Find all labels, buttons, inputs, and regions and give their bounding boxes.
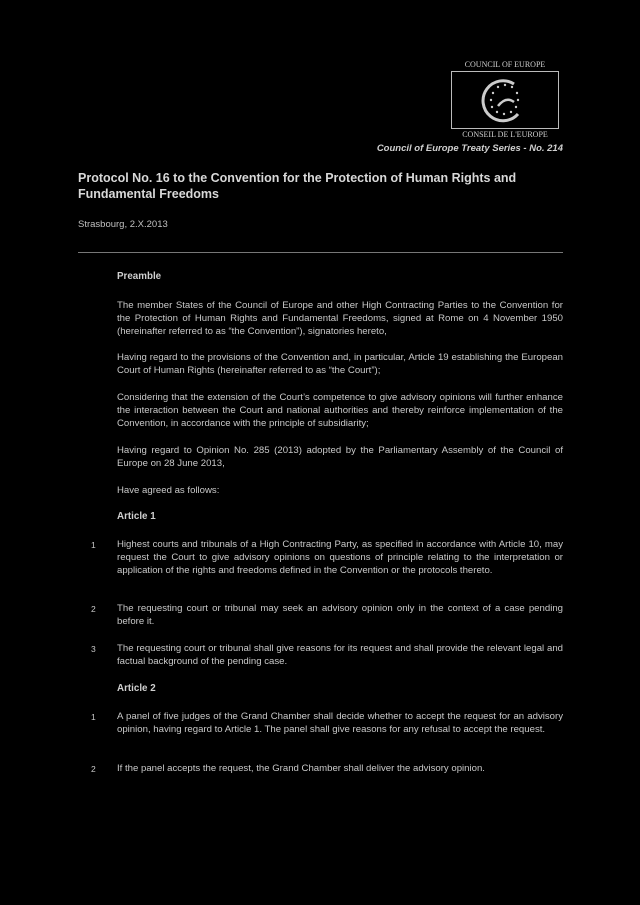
preamble-heading: Preamble xyxy=(117,271,162,282)
item-number: 1 xyxy=(91,712,96,722)
article-heading: Article 1 xyxy=(117,511,156,522)
treaty-series: Council of Europe Treaty Series - No. 214 xyxy=(376,143,563,154)
preamble-paragraph: Having regard to Opinion No. 285 (2013) adopted by the Parliamentary Assembly of the Council of Europe on 28 June 2013, xyxy=(117,445,563,469)
stars-circle-icon xyxy=(452,72,558,128)
council-of-europe-logo xyxy=(450,60,560,140)
article-item: The requesting court or tribunal shall give reasons for its request and shall provide the relevant legal and factual background of the pending case. xyxy=(117,643,563,667)
preamble-paragraph: Having regard to the provisions of the Convention and, in particular, Article 19 establishing the European Court of Human Rights (hereinafter referred to as “the Court”); xyxy=(117,352,563,376)
document-title: Protocol No. 16 to the Convention for the Protection of Human Rights and Fundamental Freedoms xyxy=(78,171,517,201)
divider xyxy=(78,252,563,253)
item-number: 3 xyxy=(91,644,96,654)
item-number: 2 xyxy=(91,604,96,614)
article-item: The requesting court or tribunal may seek an advisory opinion only in the context of a case pending before it. xyxy=(117,603,563,627)
preamble-paragraph: The member States of the Council of Europe and other High Contracting Parties to the Convention for the Protection of Human Rights and Fundamental Freedoms, signed at Rome on 4 November 1950 (hereinafter referred to as “the Convention”), signatories hereto, xyxy=(117,300,563,337)
item-number: 1 xyxy=(91,540,96,550)
item-number: 2 xyxy=(91,764,96,774)
logo-emblem xyxy=(451,71,559,129)
article-item: If the panel accepts the request, the Grand Chamber shall deliver the advisory opinion. xyxy=(117,763,485,774)
preamble-paragraph: Have agreed as follows: xyxy=(117,485,220,496)
article-item: Highest courts and tribunals of a High Contracting Party, as specified in accordance with Article 10, may request the Court to give advisory opinions on questions of principle relating to the interpretation or application of the rights and freedoms defined in the Convention or the protocols thereto. xyxy=(117,539,563,576)
place-date: Strasbourg, 2.X.2013 xyxy=(78,219,168,230)
logo-top-text: COUNCIL OF EUROPE xyxy=(464,60,546,69)
article-item: A panel of five judges of the Grand Chamber shall decide whether to accept the request for an advisory opinion, having regard to Article 1. The panel shall give reasons for any refusal to accept the request. xyxy=(117,711,563,735)
article-heading: Article 2 xyxy=(117,683,156,694)
logo-bottom-text: CONSEIL DE L'EUROPE xyxy=(462,130,548,139)
preamble-paragraph: Considering that the extension of the Court’s competence to give advisory opinions will further enhance the interaction between the Court and national authorities and thereby reinforce implementation of the Convention, in accordance with the principle of subsidiarity; xyxy=(117,392,563,429)
